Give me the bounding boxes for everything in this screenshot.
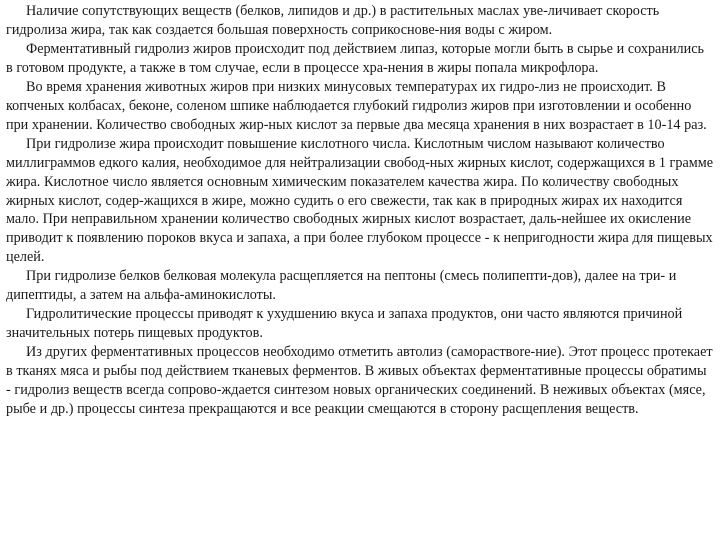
paragraph-6: Гидролитические процессы приводят к ухудшению вкуса и запаха продуктов, они часто являются причиной значительных потерь пищевых продуктов. [6,306,683,342]
document-page [6,2,714,419]
paragraph-7: Из других ферментативных процессов необходимо отметить автолиз (самораствore-ние). Этот процесс протекает в тканях мяса и рыбы под действием тканевых ферментов. В живых объектах ферментативные процессы обратимы - гидролиз веществ всегда сопрово-ждается синтезом новых органических соединений. В неживых объектах (мясе, рыбе и др.) процессы синтеза прекращаются и все реакции смещаются в сторону расщепления веществ. [6,344,713,418]
paragraph-1: Наличие сопутствующих веществ (белков, липидов и др.) в растительных маслах уве-личивает скорость гидролиза жира, так как создается большая поверхность соприкоснове-ния воды с жиром. [6,3,660,38]
paragraph-5: При гидролизе белков белковая молекула расщепляется на пептоны (смесь полипепти-дов), далее на три- и дипептиды, а затем на альфа-аминокислоты. [6,268,677,304]
paragraph-3: Во время хранения животных жиров при низких минусовых температурах их гидро-лиз не происходит. В копченых колбасах, беконе, соленом шпике наблюдается глубокий гидролиз жиров при изготовлении и особенно при хранении. Количество свободных жир-ных кислот за первые два месяца хранения в них возрастает в 10-14 раз. [6,78,707,133]
paragraph-4: При гидролизе жира происходит повышение кислотного числа. Кислотным числом называют количество миллиграммов едкого калия, необходимое для нейтрализации свобод-ных жирных кислот, содержащихся в 1 грамме жира. Кислотное число является основным химическим показателем качества жира. По количеству свободных жирных кислот, содер-жащихся в жире, можно судить о его свежести, так как в природных жирах их находится мало. При неправильном хранении количество свободных жирных кислот возрастает, даль-нейшее их окисление приводит к появлению пороков вкуса и запаха, а при более глубоком процессе - к непригодности жира для пищевых целей. [6,135,714,266]
paragraph-2: Ферментативный гидролиз жиров происходит под действием липаз, которые могли быть в сырье и сохранились в готовом продукте, а также в том случае, если в процессе хра-нения в жиры попала микрофлора. [6,40,704,76]
